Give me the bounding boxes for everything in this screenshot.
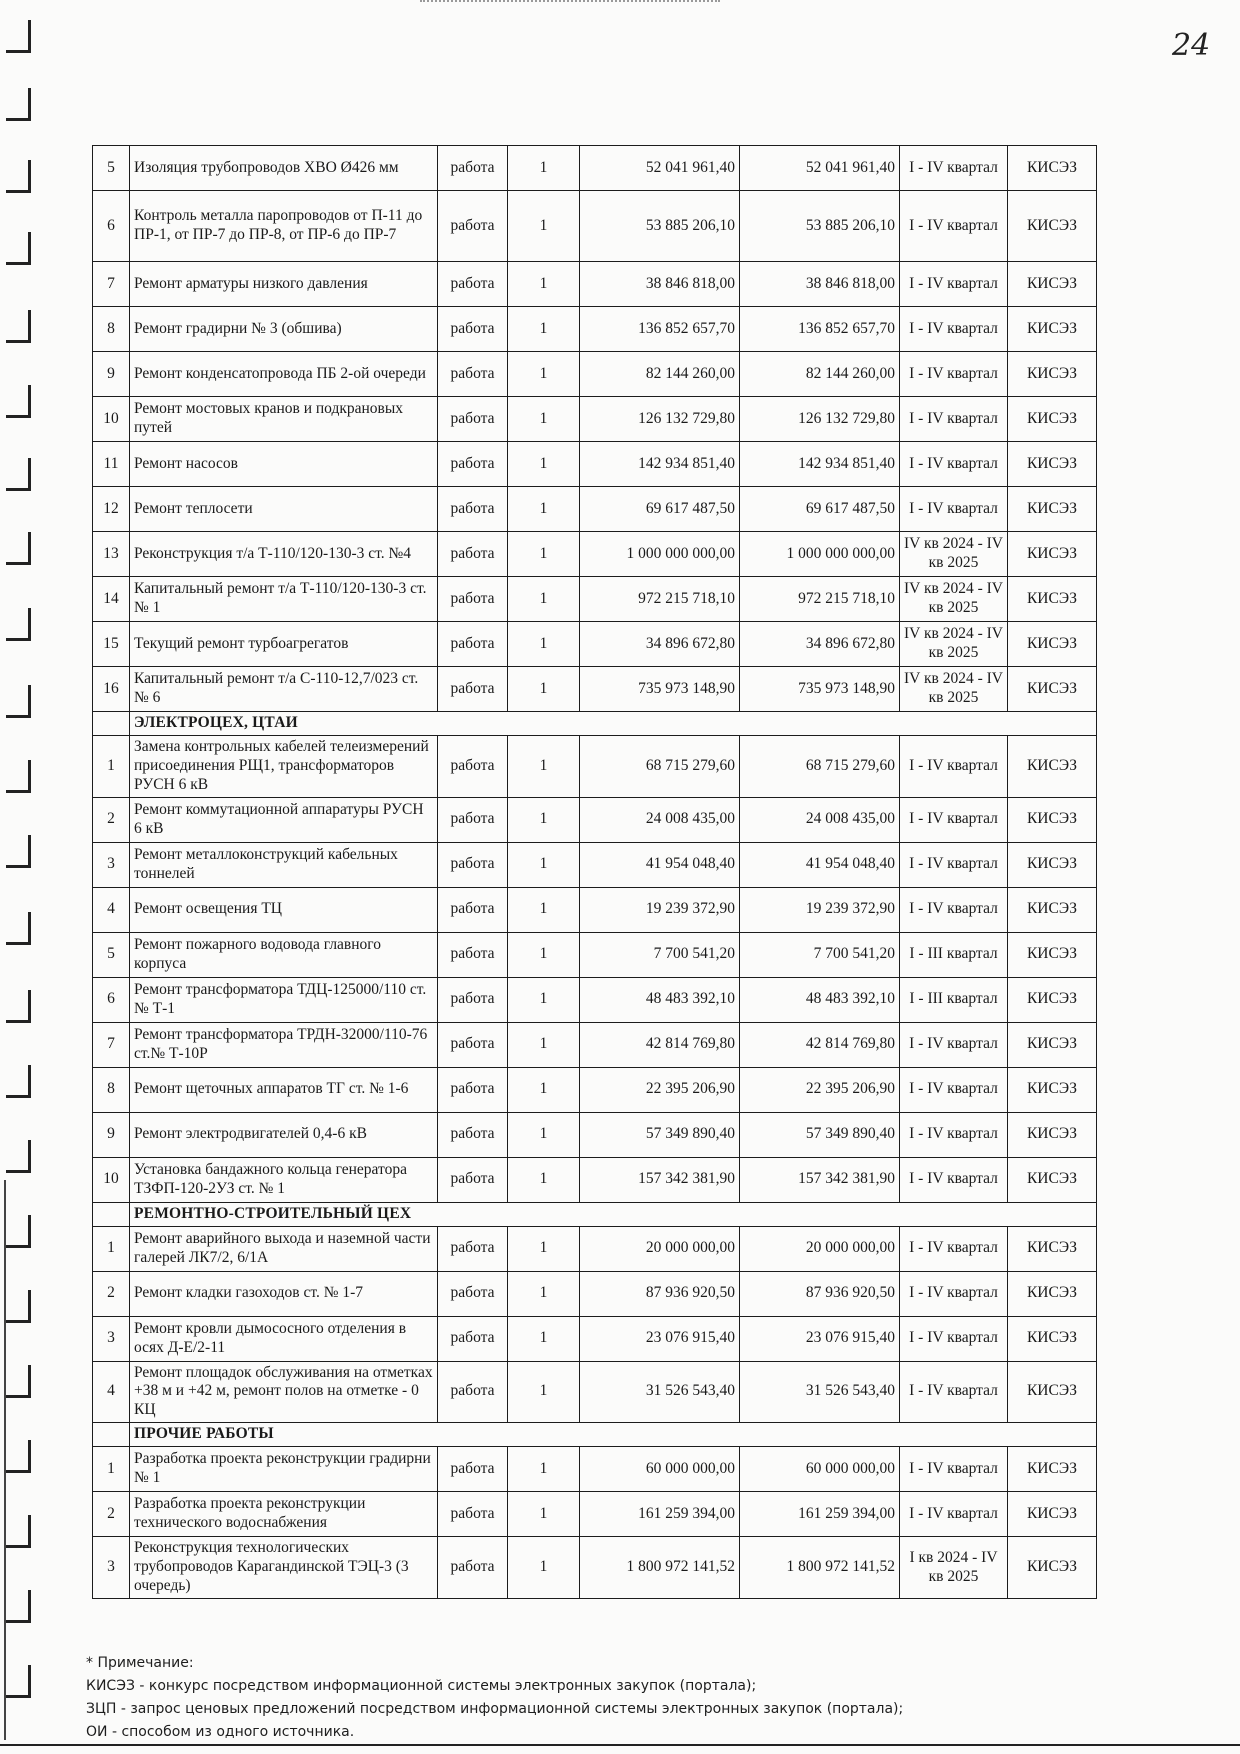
row-number: 4 [93,887,130,932]
row-number: 2 [93,1271,130,1316]
procurement-period: I - IV квартал [900,1447,1008,1492]
procurement-period: I - IV квартал [900,442,1008,487]
row-number: 12 [93,487,130,532]
unit-of-measure: работа [438,1067,508,1112]
table-row [93,1226,1097,1271]
unit-of-measure: работа [438,1226,508,1271]
procurement-period: I - IV квартал [900,1157,1008,1202]
quantity: 1 [508,932,580,977]
unit-of-measure: работа [438,307,508,352]
quantity: 1 [508,667,580,712]
row-number: 10 [93,1157,130,1202]
unit-of-measure: работа [438,667,508,712]
total-amount: 142 934 851,40 [740,442,900,487]
work-name: Капитальный ремонт т/а Т-110/120-130-3 ст.№ 1 [130,577,438,622]
quantity: 1 [508,842,580,887]
row-number: 1 [93,735,130,797]
quantity: 1 [508,1022,580,1067]
row-number: 9 [93,352,130,397]
work-name: Реконструкция технологических трубопроводов Карагандинской ТЭЦ-3 (3 очередь) [130,1537,438,1599]
work-name: Ремонт пожарного водовода главного корпуса [130,932,438,977]
row-number: 3 [93,842,130,887]
unit-of-measure: работа [438,1316,508,1361]
work-name: Ремонт теплосети [130,487,438,532]
unit-price: 157 342 381,90 [580,1157,740,1202]
table-row [93,1316,1097,1361]
unit-price: 38 846 818,00 [580,262,740,307]
procurement-period: I - IV квартал [900,1361,1008,1423]
work-name: Текущий ремонт турбоагрегатов [130,622,438,667]
quantity: 1 [508,977,580,1022]
quantity: 1 [508,1361,580,1423]
quantity: 1 [508,487,580,532]
row-number: 9 [93,1112,130,1157]
unit-price: 19 239 372,90 [580,887,740,932]
quantity: 1 [508,191,580,262]
procurement-method: КИСЭЗ [1008,1067,1097,1112]
unit-of-measure: работа [438,1271,508,1316]
quantity: 1 [508,1447,580,1492]
procurement-period: I - IV квартал [900,735,1008,797]
unit-of-measure: работа [438,842,508,887]
procurement-period: I - III квартал [900,977,1008,1022]
work-name: Ремонт трансформатора ТДЦ-125000/110 ст.№ Т-1 [130,977,438,1022]
procurement-period: I - IV квартал [900,262,1008,307]
total-amount: 23 076 915,40 [740,1316,900,1361]
table-row [93,667,1097,712]
unit-of-measure: работа [438,1447,508,1492]
work-name: Разработка проекта реконструкции градирни № 1 [130,1447,438,1492]
quantity: 1 [508,1271,580,1316]
total-amount: 20 000 000,00 [740,1226,900,1271]
procurement-method: КИСЭЗ [1008,1316,1097,1361]
work-name: Ремонт градирни № 3 (обшива) [130,307,438,352]
work-name: Изоляция трубопроводов ХВО Ø426 мм [130,146,438,191]
procurement-period: IV кв 2024 - IV кв 2025 [900,532,1008,577]
page-number: 24 [1172,28,1211,63]
work-name: Ремонт конденсатопровода ПБ 2-ой очереди [130,352,438,397]
procurement-method: КИСЭЗ [1008,887,1097,932]
procurement-period: I - III квартал [900,932,1008,977]
procurement-period: I - IV квартал [900,146,1008,191]
unit-of-measure: работа [438,1112,508,1157]
unit-price: 31 526 543,40 [580,1361,740,1423]
work-name: Ремонт кровли дымососного отделения в осях Д-Е/2-11 [130,1316,438,1361]
unit-of-measure: работа [438,1022,508,1067]
procurement-period: I - IV квартал [900,1112,1008,1157]
unit-price: 1 800 972 141,52 [580,1537,740,1599]
notes-heading: * Примечание: [86,1655,194,1671]
total-amount: 68 715 279,60 [740,735,900,797]
quantity: 1 [508,1316,580,1361]
procurement-method: КИСЭЗ [1008,1022,1097,1067]
procurement-method: КИСЭЗ [1008,487,1097,532]
quantity: 1 [508,1112,580,1157]
procurement-period: I - IV квартал [900,842,1008,887]
row-number: 11 [93,442,130,487]
row-number: 13 [93,532,130,577]
procurement-method: КИСЭЗ [1008,352,1097,397]
table-row [93,307,1097,352]
total-amount: 69 617 487,50 [740,487,900,532]
total-amount: 126 132 729,80 [740,397,900,442]
procurement-method: КИСЭЗ [1008,932,1097,977]
quantity: 1 [508,352,580,397]
procurement-period: I - IV квартал [900,397,1008,442]
quantity: 1 [508,577,580,622]
unit-of-measure: работа [438,442,508,487]
total-amount: 87 936 920,50 [740,1271,900,1316]
work-name: Установка бандажного кольца генератора ТЗФП-120-2УЗ ст. № 1 [130,1157,438,1202]
unit-price: 1 000 000 000,00 [580,532,740,577]
procurement-period: I - IV квартал [900,887,1008,932]
row-number: 6 [93,977,130,1022]
row-number: 3 [93,1537,130,1599]
row-number: 1 [93,1226,130,1271]
quantity: 1 [508,797,580,842]
table-row [93,1022,1097,1067]
unit-of-measure: работа [438,262,508,307]
table-row [93,1157,1097,1202]
row-number: 5 [93,932,130,977]
procurement-method: КИСЭЗ [1008,735,1097,797]
quantity: 1 [508,735,580,797]
unit-price: 161 259 394,00 [580,1492,740,1537]
work-name: Ремонт металлоконструкций кабельных тоннелей [130,842,438,887]
unit-price: 735 973 148,90 [580,667,740,712]
table-row [93,932,1097,977]
quantity: 1 [508,1537,580,1599]
work-name: Ремонт арматуры низкого давления [130,262,438,307]
procurement-method: КИСЭЗ [1008,797,1097,842]
section-title: ПРОЧИЕ РАБОТЫ [130,1423,1097,1447]
work-name: Ремонт электродвигателей 0,4-6 кВ [130,1112,438,1157]
section-title: РЕМОНТНО-СТРОИТЕЛЬНЫЙ ЦЕХ [130,1202,1097,1226]
section-number-cell [93,1423,130,1447]
row-number: 3 [93,1316,130,1361]
total-amount: 1 000 000 000,00 [740,532,900,577]
procurement-method: КИСЭЗ [1008,262,1097,307]
total-amount: 735 973 148,90 [740,667,900,712]
procurement-method: КИСЭЗ [1008,977,1097,1022]
unit-price: 53 885 206,10 [580,191,740,262]
table-row [93,146,1097,191]
table-row [93,1447,1097,1492]
total-amount: 42 814 769,80 [740,1022,900,1067]
quantity: 1 [508,1157,580,1202]
unit-price: 41 954 048,40 [580,842,740,887]
quantity: 1 [508,1067,580,1112]
quantity: 1 [508,532,580,577]
unit-price: 142 934 851,40 [580,442,740,487]
unit-of-measure: работа [438,352,508,397]
section-header-row [93,1423,1097,1447]
unit-price: 69 617 487,50 [580,487,740,532]
table-row [93,887,1097,932]
total-amount: 1 800 972 141,52 [740,1537,900,1599]
unit-price: 48 483 392,10 [580,977,740,1022]
total-amount: 48 483 392,10 [740,977,900,1022]
works-table [92,145,1097,1599]
row-number: 7 [93,262,130,307]
row-number: 6 [93,191,130,262]
unit-of-measure: работа [438,1492,508,1537]
procurement-method: КИСЭЗ [1008,667,1097,712]
table-row [93,1361,1097,1423]
total-amount: 38 846 818,00 [740,262,900,307]
row-number: 15 [93,622,130,667]
row-number: 7 [93,1022,130,1067]
unit-price: 34 896 672,80 [580,622,740,667]
row-number: 8 [93,307,130,352]
quantity: 1 [508,442,580,487]
unit-price: 82 144 260,00 [580,352,740,397]
work-name: Ремонт щеточных аппаратов ТГ ст. № 1-6 [130,1067,438,1112]
unit-price: 60 000 000,00 [580,1447,740,1492]
procurement-method: КИСЭЗ [1008,146,1097,191]
total-amount: 53 885 206,10 [740,191,900,262]
works-table-body [93,146,1097,1599]
procurement-period: I - IV квартал [900,1492,1008,1537]
table-row [93,1492,1097,1537]
work-name: Ремонт коммутационной аппаратуры РУСН 6 кВ [130,797,438,842]
work-name: Ремонт аварийного выхода и наземной части галерей ЛК7/2, 6/1А [130,1226,438,1271]
procurement-method: КИСЭЗ [1008,1447,1097,1492]
procurement-method: КИСЭЗ [1008,1157,1097,1202]
scan-top-smudge [420,0,720,6]
total-amount: 7 700 541,20 [740,932,900,977]
procurement-period: I - IV квартал [900,487,1008,532]
total-amount: 34 896 672,80 [740,622,900,667]
unit-of-measure: работа [438,487,508,532]
unit-of-measure: работа [438,797,508,842]
procurement-method: КИСЭЗ [1008,622,1097,667]
work-name: Ремонт мостовых кранов и подкрановых путей [130,397,438,442]
note-line: ОИ - способом из одного источника. [86,1724,355,1740]
procurement-period: I кв 2024 - IV кв 2025 [900,1537,1008,1599]
total-amount: 157 342 381,90 [740,1157,900,1202]
row-number: 16 [93,667,130,712]
work-name: Реконструкция т/а Т-110/120-130-3 ст. №4 [130,532,438,577]
unit-price: 24 008 435,00 [580,797,740,842]
table-row [93,191,1097,262]
procurement-period: IV кв 2024 - IV кв 2025 [900,577,1008,622]
notes [86,1652,1186,1744]
table-row [93,797,1097,842]
row-number: 10 [93,397,130,442]
row-number: 2 [93,797,130,842]
note-line: ЗЦП - запрос ценовых предложений посредством информационной системы электронных закупок (портала); [86,1701,904,1717]
unit-price: 972 215 718,10 [580,577,740,622]
procurement-period: I - IV квартал [900,1271,1008,1316]
unit-price: 136 852 657,70 [580,307,740,352]
section-title: ЭЛЕКТРОЦЕХ, ЦТАИ [130,712,1097,736]
procurement-period: I - IV квартал [900,352,1008,397]
binding-marks [0,0,40,1754]
section-header-row [93,712,1097,736]
procurement-period: I - IV квартал [900,1316,1008,1361]
procurement-period: I - IV квартал [900,1022,1008,1067]
section-number-cell [93,1202,130,1226]
table-row [93,842,1097,887]
table-row [93,577,1097,622]
unit-price: 42 814 769,80 [580,1022,740,1067]
table-row [93,1067,1097,1112]
work-name: Ремонт насосов [130,442,438,487]
unit-price: 57 349 890,40 [580,1112,740,1157]
table-row [93,397,1097,442]
note-line: КИСЭЗ - конкурс посредством информационной системы электронных закупок (портала); [86,1678,757,1694]
table-row [93,622,1097,667]
work-name: Контроль металла паропроводов от П-11 до ПР-1, от ПР-7 до ПР-8, от ПР-6 до ПР-7 [130,191,438,262]
unit-price: 20 000 000,00 [580,1226,740,1271]
total-amount: 972 215 718,10 [740,577,900,622]
quantity: 1 [508,1492,580,1537]
row-number: 5 [93,146,130,191]
quantity: 1 [508,887,580,932]
procurement-method: КИСЭЗ [1008,577,1097,622]
unit-of-measure: работа [438,1537,508,1599]
table-row [93,977,1097,1022]
row-number: 14 [93,577,130,622]
unit-price: 68 715 279,60 [580,735,740,797]
table-row [93,262,1097,307]
procurement-method: КИСЭЗ [1008,842,1097,887]
total-amount: 19 239 372,90 [740,887,900,932]
quantity: 1 [508,1226,580,1271]
table-row [93,735,1097,797]
total-amount: 22 395 206,90 [740,1067,900,1112]
table-row [93,1537,1097,1599]
total-amount: 57 349 890,40 [740,1112,900,1157]
unit-of-measure: работа [438,191,508,262]
unit-of-measure: работа [438,622,508,667]
total-amount: 60 000 000,00 [740,1447,900,1492]
procurement-method: КИСЭЗ [1008,307,1097,352]
unit-price: 126 132 729,80 [580,397,740,442]
work-name: Капитальный ремонт т/а С-110-12,7/023 ст. № 6 [130,667,438,712]
unit-of-measure: работа [438,532,508,577]
procurement-method: КИСЭЗ [1008,1492,1097,1537]
procurement-method: КИСЭЗ [1008,1112,1097,1157]
procurement-method: КИСЭЗ [1008,1271,1097,1316]
procurement-method: КИСЭЗ [1008,1226,1097,1271]
table-row [93,487,1097,532]
table-row [93,1271,1097,1316]
work-name: Замена контрольных кабелей телеизмерений присоединения РЩ1, трансформаторов РУСН 6 кВ [130,735,438,797]
procurement-method: КИСЭЗ [1008,397,1097,442]
quantity: 1 [508,622,580,667]
quantity: 1 [508,307,580,352]
table-row [93,352,1097,397]
total-amount: 24 008 435,00 [740,797,900,842]
procurement-period: I - IV квартал [900,797,1008,842]
work-name: Ремонт освещения ТЦ [130,887,438,932]
total-amount: 161 259 394,00 [740,1492,900,1537]
total-amount: 82 144 260,00 [740,352,900,397]
procurement-period: I - IV квартал [900,1067,1008,1112]
total-amount: 136 852 657,70 [740,307,900,352]
row-number: 2 [93,1492,130,1537]
unit-of-measure: работа [438,932,508,977]
unit-price: 52 041 961,40 [580,146,740,191]
work-name: Ремонт кладки газоходов ст. № 1-7 [130,1271,438,1316]
unit-price: 23 076 915,40 [580,1316,740,1361]
total-amount: 31 526 543,40 [740,1361,900,1423]
unit-of-measure: работа [438,977,508,1022]
section-number-cell [93,712,130,736]
procurement-method: КИСЭЗ [1008,442,1097,487]
procurement-method: КИСЭЗ [1008,1361,1097,1423]
row-number: 1 [93,1447,130,1492]
procurement-period: IV кв 2024 - IV кв 2025 [900,667,1008,712]
procurement-period: I - IV квартал [900,191,1008,262]
unit-of-measure: работа [438,577,508,622]
unit-of-measure: работа [438,146,508,191]
unit-of-measure: работа [438,735,508,797]
unit-of-measure: работа [438,887,508,932]
work-name: Ремонт площадок обслуживания на отметках +38 м и +42 м, ремонт полов на отметке - 0 КЦ [130,1361,438,1423]
unit-price: 22 395 206,90 [580,1067,740,1112]
procurement-method: КИСЭЗ [1008,532,1097,577]
work-name: Разработка проекта реконструкции технического водоснабжения [130,1492,438,1537]
table-row [93,442,1097,487]
unit-of-measure: работа [438,1157,508,1202]
quantity: 1 [508,146,580,191]
quantity: 1 [508,397,580,442]
table-row [93,532,1097,577]
page-bottom-rule [0,1744,1240,1746]
row-number: 8 [93,1067,130,1112]
procurement-period: IV кв 2024 - IV кв 2025 [900,622,1008,667]
work-name: Ремонт трансформатора ТРДН-32000/110-76 ст.№ Т-10Р [130,1022,438,1067]
table-row [93,1112,1097,1157]
quantity: 1 [508,262,580,307]
procurement-period: I - IV квартал [900,307,1008,352]
row-number: 4 [93,1361,130,1423]
unit-of-measure: работа [438,1361,508,1423]
total-amount: 52 041 961,40 [740,146,900,191]
unit-price: 7 700 541,20 [580,932,740,977]
total-amount: 41 954 048,40 [740,842,900,887]
procurement-method: КИСЭЗ [1008,191,1097,262]
unit-price: 87 936 920,50 [580,1271,740,1316]
procurement-period: I - IV квартал [900,1226,1008,1271]
procurement-method: КИСЭЗ [1008,1537,1097,1599]
section-header-row [93,1202,1097,1226]
unit-of-measure: работа [438,397,508,442]
